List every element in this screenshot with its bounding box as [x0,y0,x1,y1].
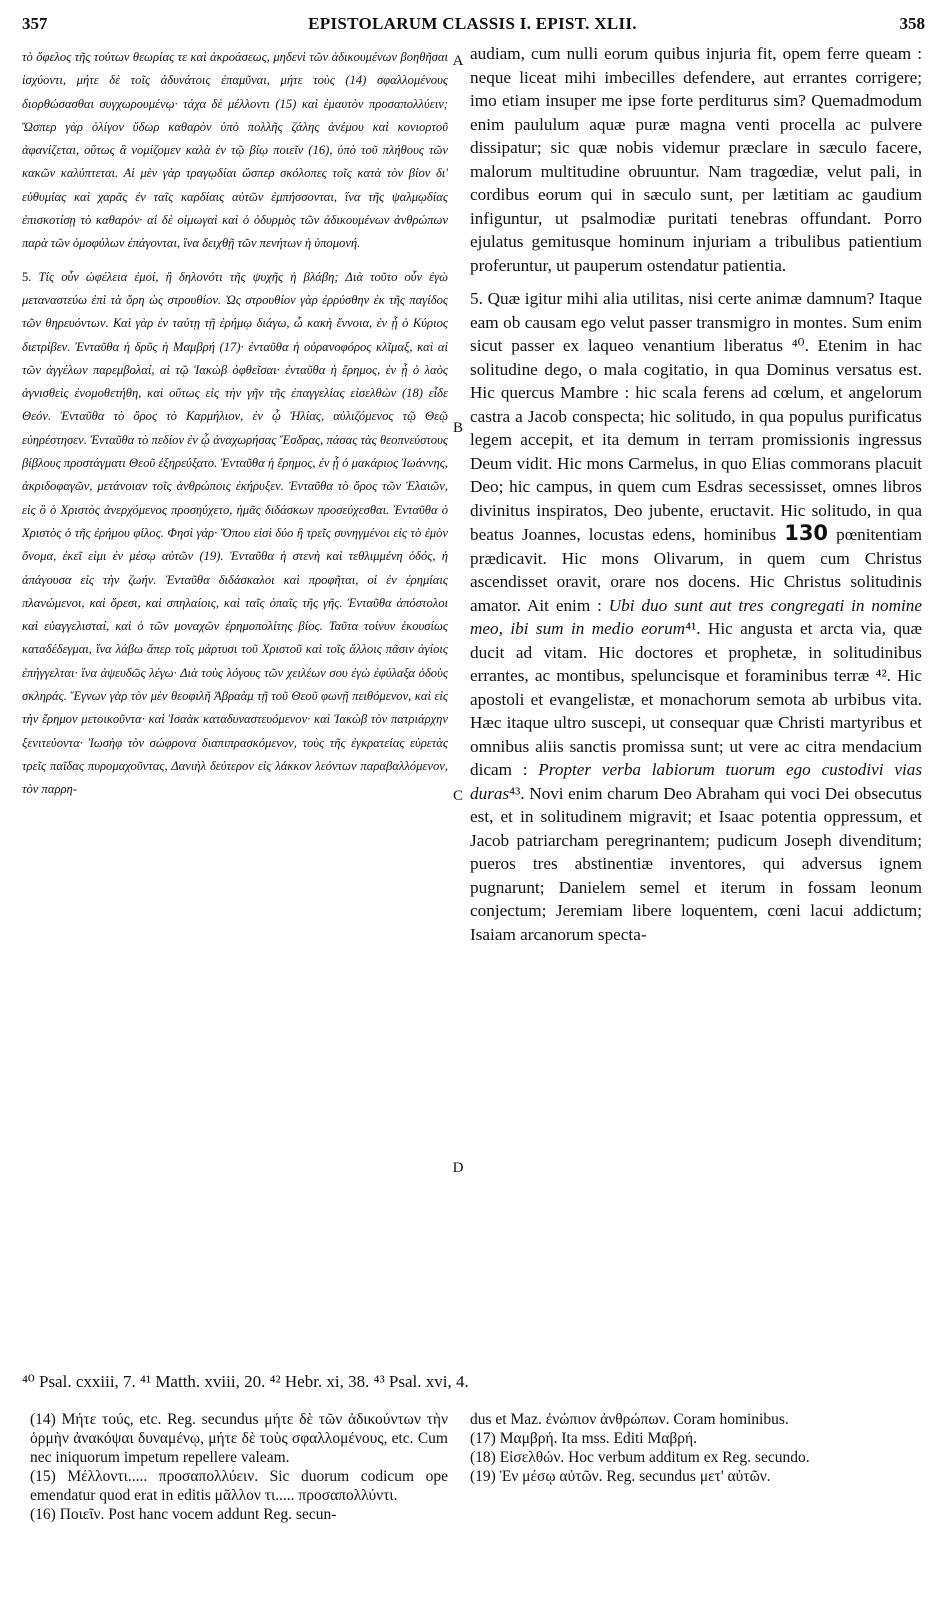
footnote-17: (17) Μαμβρή. Ita mss. Editi Μαβρή. [470,1430,697,1447]
greek-paragraph-1: τὸ ὄφελος τῆς τούτων θεωρίας τε καὶ ἀκροάσεως, μηδενὶ τῶν ἀδικουμένων βοηθῆσαι ἰσχύοντι, μήτε δὲ τοῖς ἀδυνάτοις ἐπαμῦναι, μήτε τοὺς (14) σφαλλομένους διορθώσασθαι συγχωρουμένῳ· τάχα δὲ μέλλοντι (15) καὶ ἐμαυτὸν προσαπολλύειν; Ὥσπερ γὰρ ὀλίγον ὕδωρ καθαρὸν ὑπὸ πολλῆς ζάλης ἀνέμου καὶ κονιορτοῦ ἀφανίζεται, οὕτως ἃ νομίζομεν καλὰ ἐν τῷ βίῳ ποιεῖν (16), ὑπὸ τοῦ πλήθους τῶν κακῶν καλύπτεται. Αἱ μὲν γὰρ τραγῳδίαι ὥσπερ σκόλοπες τοῖς κατὰ τὸν βίον δι' εὐθυμίας καὶ χαρᾶς ἐν ταῖς καρδίαις αὐτῶν ἐμπήσσονται, ἵνα τῆς ψαλμῳδίας ἐπισκοτίσῃ τὸ καθαρόν· αἱ δὲ οἰμωγαὶ καὶ ὁ ὀδυρμὸς τῶν ἀδικουμένων ἀνθρώπων παρὰ τῶν ὁμοφύλων ἐπάγονται, ἵνα δειχθῇ τῶν πενήτων ἡ ὑπομονή. [22,50,448,251]
latin-text-d: ⁴³. Novi enim charum Deo Abraham qui voci Dei obsecutus est, et in solitudinem migravit; et Isaac potentia oppressum, et Jacob patriarcham peregrinantem; pudicum Joseph divenditum; pueros tres abstinentiæ inventores, qui adversus ignem pugnarunt; Danielem semel et iterum in fossam leonum conjectum; Jeremiam libere loquentem, cœni lacui addictum; Isaiam arcanorum specta- [470,783,922,944]
footnote-18: (18) Εἰσελθών. Hoc verbum additum ex Reg. secundo. [470,1449,810,1466]
latin-text-a: 5. Quæ igitur mihi alia utilitas, nisi certe animæ damnum? Itaque eam ob causam ego velut passer transmigro in montes. Sum enim sicut passer ex laqueo venantium liberatus ⁴⁰. Etenim in hac solitudine dego, o mala cogitatio, in qua Dominus versatus est. Hic quercus Mambre : hic scala ferens ad cœlum, et angelorum castra a Jacob conspecta; hic solitudo, in qua populus purificatus legem accepit, et ita demum in terram promissionis ingressus Deum vidit. Hic mons Carmelus, in quo Elias commorans placuit Deo; hic campus, in quem cum Esdras secessisset, omnes libros divinitus inspiratos, Deo jubente, eructavit. Hic solitudo, in qua beatus Joannes, locustas edens, hominibus [470,289,922,544]
greek-column [22,46,448,802]
scripture-references: ⁴⁰ Psal. cxxiii, 7. ⁴¹ Matth. xviii, 20. ⁴² Hebr. xi, 38. ⁴³ Psal. xvi, 4. [22,1372,469,1391]
latin-text-b: pœnitentiam prædicavit. Hic mons Olivarum, in quem cum Christus ascendisset oravit, orare nos docens. Hic Christus solitudinis amator. Ait enim : [470,525,923,615]
latin-quote-1: Ubi duo sunt aut tres congregati in nomine meo, ibi sum in medio eorum [470,595,922,638]
footnotes-left [30,1410,448,1524]
latin-paragraph-2 [470,287,922,946]
latin-text-c: ⁴¹. Hic angusta et arcta via, quæ ducit ad vitam. Hic doctores et prophetæ, in solitudinibus errantes, ac montibus, speluncisque et foraminibus terræ ⁴². Hic apostoli et evangelistæ, et monachorum semota ab urbibus vita. Hæc itaque ultro suscepi, ut consequar quæ Christi martyribus et omnibus aliis sanctis promissa sunt; ut vere ac citra mendacium dicam : [470,619,922,779]
footnote-16-cont: dus et Maz. ἐνώπιον ἀνθρώπων. Coram hominibus. [470,1411,789,1428]
page-number-right: 358 [899,14,925,33]
page-number-left: 357 [22,14,48,33]
margin-marker-a: A [452,53,464,69]
greek-paragraph-2 [22,266,448,802]
column-number: 130 [784,521,829,545]
margin-marker-b: B [452,420,463,436]
margin-marker-d: D [452,1160,464,1176]
latin-column [470,42,922,946]
greek-section-number: 5. [22,269,32,284]
latin-quote-2: Propter verba labiorum tuorum ego custodivi vias duras [470,760,923,803]
latin-paragraph-1: audiam, cum nulli eorum quibus injuria fit, opem ferre queam : neque liceat mihi imbecilles defendere, aut errantes corrigere; imo etiam insuper me ipse forte perditurus sim? Quemadmodum enim paululum aquæ puræ magna venti procella ac pulvere dissipatur; sic quæ nobis videmur præclare in sæculo facere, malorum multitudine obruuntur. Nam tragœdiæ, velut pali, in cordibus eorum qui in sæculo sunt, per lætitiam ac gaudium infiguntur, ut psalmodiæ puritati tenebras offundant. Porro ejulatus gemitusque hominum injuriam a tribulibus patientium proferuntur, ut pauperum ostendatur patientia. [470,44,922,275]
margin-marker-c: C [452,788,463,804]
greek-paragraph-2-text: Τίς οὖν ὠφέλεια ἐμοί, ἢ δηλονότι τῆς ψυχῆς ἡ βλάβη; Διὰ τοῦτο οὖν ἐγὼ μεταναστεύω ἐπὶ τὰ ὄρη ὡς στρουθίον. Ὡς στρουθίον γὰρ ἐρρύσθην ἐκ τῆς παγίδος τῶν θηρευόντων. Καὶ γὰρ ἐν ταύτῃ τῇ ἐρήμῳ διάγω, ὦ κακὴ ἔννοια, ἐν ᾗ ὁ Κύριος διετρίβεν. Ἐνταῦθα ἡ δρῦς ἡ Μαμβρή (17)· ἐνταῦθα ἡ οὐρανοφόρος κλῖμαξ, καὶ αἱ τῶν ἀγγέλων παρεμβολαί, αἱ τῷ Ἰακὼβ ὀφθεῖσαι· ἐνταῦθα ἡ ἔρημος, ἐν ᾗ ὁ λαὸς ἁγνισθεὶς ἐνομοθετήθη, καὶ οὕτως εἰς τὴν γῆν τῆς ἐπαγγελίας εἰσελθὼν (18) εἶδε Θεόν. Ἐνταῦθα τὸ ὄρος τὸ Καρμήλιον, ἐν ᾧ Ἠλίας, αὐλιζόμενος τῷ Θεῷ εὐηρέστησεν. Ἐνταῦθα τὸ πεδίον ἐν ᾧ ἀναχωρήσας Ἔσδρας, πάσας τὰς θεοπνεύστους βίβλους προστάγματι Θεοῦ ἐξηρεύξατο. Ἐνταῦθα ἡ ἔρημος, ἐν ᾗ ὁ μακάριος Ἰωάννης, ἀκριδοφαγῶν, μετάνοιαν τοῖς ἀνθρώποις ἐκήρυξεν. Ἐνταῦθα τὸ ὄρος τῶν Ἐλαιῶν, εἰς ὃ ὁ Χριστὸς ἀνερχόμενος προσηύχετο, ἡμᾶς διδάσκων προσεύχεσθαι. Ἐνταῦθα ὁ Χριστὸς ὁ τῆς ἐρήμου φίλος. Φησὶ γάρ· Ὅπου εἰσὶ δύο ἢ τρεῖς συνηγμένοι εἰς τὸ ἐμὸν ὄνομα, ἐκεῖ εἰμι ἐν μέσῳ αὐτῶν (19). Ἐνταῦθα ἡ στενὴ καὶ τεθλιμμένη ὁδός, ἡ ἀπάγουσα εἰς τὴν ζωήν. Ἐνταῦθα διδάσκαλοι καὶ προφῆται, οἱ ἐν ἐρημίαις πλανώμενοι, καὶ ὄρεσι, καὶ σπηλαίοις, καὶ ταῖς ὀπαῖς τῆς γῆς. Ἐνταῦθα ἀπόστολοι καὶ εὐαγγελισταί, καὶ ὁ τῶν μοναχῶν ἐρημοπολίτης βίος. Ταῦτα τοίνυν ἑκουσίως καταδέδεγμαι, ἵνα λάβω ἅπερ τοῖς μάρτυσι τοῦ Χριστοῦ καὶ τοῖς ἄλλοις πᾶσιν ἁγίοις ἐπήγγελται· ἵνα ἀψευδῶς λέγω· Διὰ τοὺς λόγους τῶν χειλέων σου ἐγὼ ἐφύλαξα ὁδοὺς σκληράς. Ἔγνων γὰρ τὸν μὲν θεοφιλῆ Ἀβραὰμ τῇ τοῦ Θεοῦ φωνῇ πειθόμενον, καὶ εἰς τὴν ἔρημον μετοικοῦντα· καὶ Ἰσαὰκ καταδυναστευόμενον· καὶ Ἰακὼβ τὸν πατριάρχην ξενιτεύοντα· Ἰωσὴφ τὸν σώφρονα διαπιπρασκόμενον, τοὺς τῆς ἐγκρατείας εὑρετὰς τρεῖς παῖδας πυρομαχοῦντας, Δανιὴλ δεύτερον εἰς λάκκον λεόντων παραβαλλόμενον, τὸν παρρη- [22,269,448,797]
footnote-15: (15) Μέλλοντι..... προσαπολλύειν. Sic duorum codicum ope emendatur quod erat in editis μᾶλλον τι..... προσαπολλύντι. [30,1468,448,1504]
page-header [0,0,945,46]
footnote-16: (16) Ποιεῖν. Post hanc vocem addunt Reg. secun- [30,1506,337,1523]
footnote-19: (19) Ἐν μέσῳ αὐτῶν. Reg. secundus μετ' αὐτῶν. [470,1468,771,1485]
footnotes-right [470,1410,920,1486]
footnote-14: (14) Μήτε τούς, etc. Reg. secundus μήτε δὲ τῶν ἀδικούντων τὴν ὁρμὴν ἀνακόψαι δυναμένῳ, μήτε δὲ τοὺς σφαλλομένους, etc. Cum nec iniquorum impetum repellere valeam. [30,1411,448,1466]
running-title: EPISTOLARUM CLASSIS I. EPIST. XLII. [308,14,637,33]
